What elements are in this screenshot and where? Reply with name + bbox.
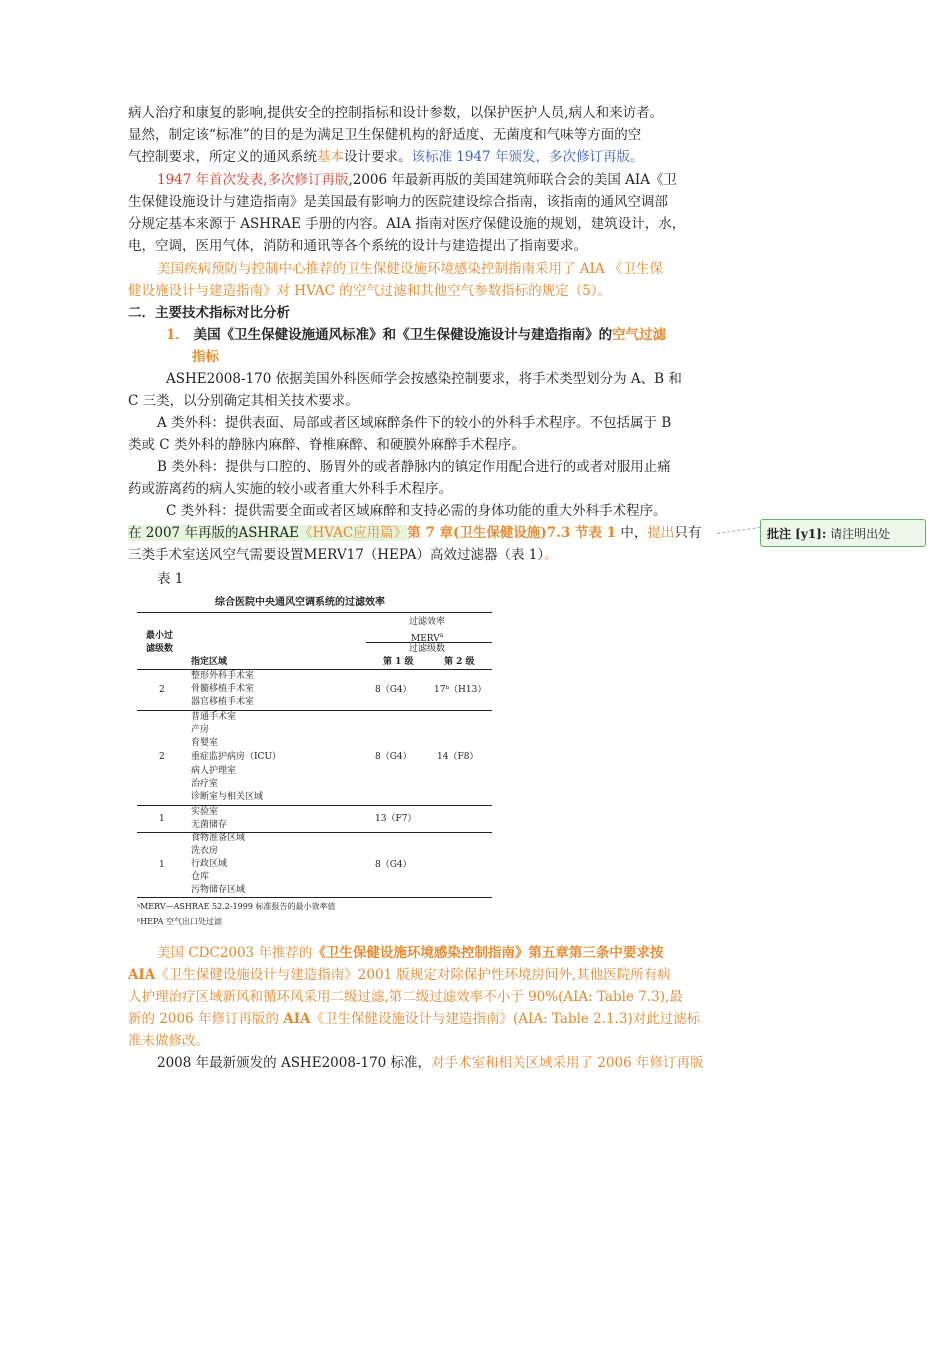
table-header-stages: 过滤级数 xyxy=(409,644,446,654)
table-cell-area: 普通手术室 xyxy=(191,712,237,722)
table-cell-min: 2 xyxy=(159,752,165,762)
text-line xyxy=(128,545,558,565)
table-cell-area: 仓库 xyxy=(191,872,210,882)
table-cell-area: 食物准备区域 xyxy=(191,833,246,843)
text-run: 在 2007 年再版的ASHRAE xyxy=(128,525,299,541)
table-cell-area: 重症监护病房（ICU） xyxy=(191,752,282,762)
table-header-stage2: 第 2 级 xyxy=(444,657,475,667)
text-run: AIA xyxy=(128,967,156,983)
table-cell-stage1: 8（G4） xyxy=(375,860,412,870)
text-line xyxy=(128,147,643,167)
table-cell-stage1: 13（F7） xyxy=(375,814,417,824)
text-line xyxy=(128,523,701,543)
table-header-efficiency: 过滤效率 xyxy=(409,617,446,627)
table-cell-stage2: 17ᵇ（H13） xyxy=(434,685,487,695)
comment-balloon[interactable] xyxy=(760,519,926,547)
text-run: 空气过滤 xyxy=(612,327,667,343)
subheading-number: 1． xyxy=(166,327,189,343)
table-title: 综合医院中央通风空调系统的过滤效率 xyxy=(215,597,385,608)
table-header-area: 指定区域 xyxy=(191,657,228,667)
text-line: 美国疾病预防与控制中心推荐的卫生保健设施环境感染控制指南采用了 AIA 《卫生保 xyxy=(157,261,663,277)
text-run: 中， xyxy=(616,525,648,541)
table-cell-area: 整形外科手术室 xyxy=(191,671,255,681)
text-line: ASHE2008-170 依据美国外科医师学会按感染控制要求，将手术类型划分为 A、B 和 xyxy=(166,371,682,387)
table-note: ᵃMERV—ASHRAE 52.2-1999 标准报告的最小效率值 xyxy=(137,902,336,911)
text-line: 健设施设计与建造指南》对 HVAC 的空气过滤和其他空气参数指标的规定（5）。 xyxy=(128,283,612,299)
text-run: 只有 xyxy=(674,525,702,541)
comment-connector xyxy=(717,527,761,534)
text-line: 药或游离药的病人实施的较小或者重大外科手术程序。 xyxy=(128,481,452,497)
table-rule xyxy=(137,897,492,898)
table-cell-min: 2 xyxy=(159,685,165,695)
section-heading: 二．主要技术指标对比分析 xyxy=(128,305,290,321)
text-run: 该标准 1947 年颁发，多次修订再版。 xyxy=(411,149,644,165)
text-run: 第 7 章(卫生保健设施)7.3 节表 1 xyxy=(407,525,617,541)
text-run: 《HVAC应用篇》 xyxy=(298,525,408,541)
comment-text: 请注明出处 xyxy=(826,527,891,541)
text-line: 病人治疗和康复的影响,提供安全的控制指标和设计参数，以保护医护人员,病人和来访者。 xyxy=(128,105,664,121)
table-cell-area: 育婴室 xyxy=(191,738,219,748)
text-line: 准未做修改。 xyxy=(128,1033,209,1049)
comment-label: 批注 [y1]: xyxy=(767,527,827,541)
footnote-mark: a xyxy=(439,632,444,639)
table-rule xyxy=(137,669,492,670)
text-run: 《卫生保健设施设计与建造指南》2001 版规定对除保护性环境房间外,其他医院所有病 xyxy=(155,967,671,983)
text-line xyxy=(157,170,677,190)
table-cell-area: 病人护理室 xyxy=(191,766,237,776)
table-rule xyxy=(137,805,492,806)
text-run: 基本 xyxy=(317,149,344,165)
subheading xyxy=(166,325,666,345)
text-run: 美国《卫生保健设施通风标准》和《卫生保健设施设计与建造指南》的 xyxy=(193,327,613,343)
table-cell-min: 1 xyxy=(159,860,165,870)
table-cell-min: 1 xyxy=(159,814,165,824)
text-line xyxy=(157,1053,704,1073)
text-line: 显然，制定该“标准”的目的是为满足卫生保健机构的舒适度、无菌度和气味等方面的空 xyxy=(128,127,642,143)
table-cell-stage1: 8（G4） xyxy=(375,752,412,762)
text-run: 对手术室和相关区域采用了 2006 年修订再版 xyxy=(431,1055,704,1071)
text-line xyxy=(157,943,663,963)
text-run: MERV xyxy=(411,634,440,644)
text-run: ,2006 年最新再版的美国建筑师联合会的美国 AIA《卫 xyxy=(348,172,678,188)
table-cell-area: 洗衣房 xyxy=(191,846,219,856)
text-line: B 类外科：提供与口腔的、肠胃外的或者静脉内的镇定作用配合进行的或者对服用止痛 xyxy=(157,459,671,475)
text-line: C 类外科：提供需要全面或者区域麻醉和支持必需的身体功能的重大外科手术程序。 xyxy=(166,503,667,519)
text-line: A 类外科：提供表面、局部或者区域麻醉条件下的较小的外科手术程序。不包括属于 B xyxy=(157,415,672,431)
table-rule xyxy=(366,642,492,643)
table-cell-area: 器官移植手术室 xyxy=(191,697,255,707)
table-cell-area: 行政区域 xyxy=(191,859,228,869)
table-cell-area: 诊断室与相关区域 xyxy=(191,792,264,802)
table-label: 表 1 xyxy=(157,571,184,587)
text-run: 2008 年最新颁发的 ASHE2008-170 标准， xyxy=(157,1055,432,1071)
table-rule xyxy=(137,612,492,613)
text-run: 1947 年首次发表,多次修订再版 xyxy=(157,172,349,188)
text-run: AIA xyxy=(283,1011,311,1027)
table-cell-stage1: 8（G4） xyxy=(375,685,412,695)
text-run: 《卫生保健设施环境感染控制指南》第五章第三条中要求按 xyxy=(312,945,664,961)
text-run: 气控制要求，所定义的通风系统 xyxy=(128,149,317,165)
text-run: 。 xyxy=(544,547,558,563)
table-cell-area: 污物储存区域 xyxy=(191,885,246,895)
text-line xyxy=(128,1009,700,1029)
highlighted-text xyxy=(128,525,407,541)
text-run: 设计要求。 xyxy=(344,149,412,165)
table-header-min: 最小过 xyxy=(146,631,174,641)
text-line xyxy=(128,965,671,985)
table-cell-area: 无菌储存 xyxy=(191,820,228,830)
text-line: C 三类，以分别确定其相关技术要求。 xyxy=(128,393,359,409)
table-note: ᵇHEPA 空气出口处过滤 xyxy=(137,917,222,926)
table-rule xyxy=(137,710,492,711)
table-cell-area: 治疗室 xyxy=(191,779,219,789)
text-line: 类或 C 类外科的静脉内麻醉、脊椎麻醉、和硬膜外麻醉手术程序。 xyxy=(128,437,525,453)
text-line: 电，空调，医用气体，消防和通讯等各个系统的设计与建造提出了指南要求。 xyxy=(128,238,587,254)
text-line: 人护理治疗区域新风和循环风采用二级过滤,第二级过滤效率不小于 90%(AIA: Table 7.3),最 xyxy=(128,989,683,1005)
text-line: 分规定基本来源于 ASHRAE 手册的内容。AIA 指南对医疗保健设施的规划，建筑设计，水， xyxy=(128,216,686,232)
table-cell-area: 实验室 xyxy=(191,807,219,817)
text-line: 生保健设施设计与建造指南》是美国最有影响力的医院建设综合指南，该指南的通风空调部 xyxy=(128,194,668,210)
text-run: 美国 CDC2003 年推荐的 xyxy=(157,945,313,961)
table-cell-area: 骨髓移植手术室 xyxy=(191,684,255,694)
text-run: 新的 2006 年修订再版的 xyxy=(128,1011,284,1027)
text-run: 《卫生保健设施设计与建造指南》(AIA: Table 2.1.3)对此过滤标 xyxy=(310,1011,701,1027)
text-run: 三类手术室送风空气需要设置MERV17（HEPA）高效过滤器（表 1） xyxy=(128,547,545,563)
table-header-min: 滤级数 xyxy=(146,644,174,654)
subheading: 指标 xyxy=(192,349,219,365)
table-cell-stage2: 14（F8） xyxy=(437,752,479,762)
table-cell-area: 产房 xyxy=(191,725,210,735)
text-run: 提出 xyxy=(647,525,675,541)
table-header-stage1: 第 1 级 xyxy=(383,657,414,667)
